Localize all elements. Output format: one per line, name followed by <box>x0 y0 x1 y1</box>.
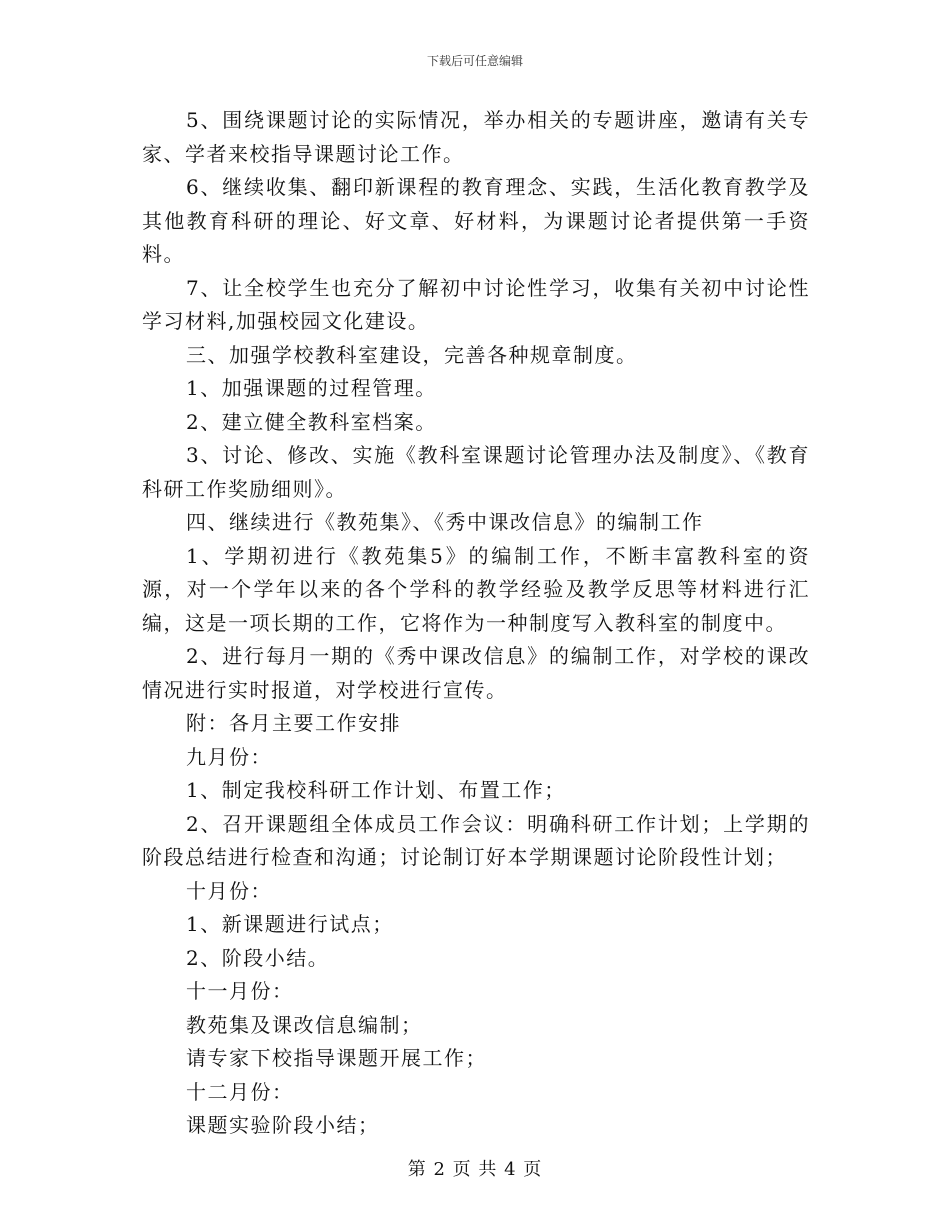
october-item-2: 2、阶段小结。 <box>186 945 330 970</box>
month-heading-december: 十二月份： <box>186 1079 294 1104</box>
section-heading-4: 四、继续进行《教苑集》、《秀中课改信息》的编制工作 <box>186 510 704 534</box>
appendix-heading: 附：各月主要工作安排 <box>186 711 401 735</box>
document-body <box>142 104 810 1143</box>
september-item-2: 2、召开课题组全体成员工作会议：明确科研工作计划；上学期的阶段总结进行检查和沟通；讨论制订好本学期课题讨论阶段性计划； <box>142 811 810 869</box>
paragraph-item-7: 7、让全校学生也充分了解初中讨论性学习，收集有关初中讨论性学习材料,加强校园文化建设。 <box>142 275 810 333</box>
section-heading-3: 三、加强学校教科室建设，完善各种规章制度。 <box>186 342 638 367</box>
october-item-1: 1、新课题进行试点； <box>186 912 394 936</box>
paragraph-item-3-1: 1、加强课题的过程管理。 <box>186 376 437 400</box>
month-heading-november: 十一月份： <box>186 979 294 1003</box>
month-heading-october: 十月份： <box>186 878 272 903</box>
paragraph-item-3-2: 2、建立健全教科室档案。 <box>186 409 437 434</box>
december-item-1: 课题实验阶段小结； <box>186 1113 380 1137</box>
november-item-1: 教苑集及课改信息编制； <box>186 1012 423 1037</box>
page-header-note: 下载后可任意编辑 <box>426 54 523 68</box>
paragraph-item-4-2: 2、进行每月一期的《秀中课改信息》的编制工作，对学校的课改情况进行实时报道，对学校进行宣传。 <box>142 644 810 702</box>
paragraph-item-6: 6、继续收集、翻印新课程的教育理念、实践，生活化教育教学及其他教育科研的理论、好文章、好材料，为课题讨论者提供第一手资料。 <box>142 175 810 266</box>
november-item-2: 请专家下校指导课题开展工作； <box>186 1046 487 1070</box>
paragraph-item-3-3: 3、讨论、修改、实施《教科室课题讨论管理办法及制度》、《教育科研工作奖励细则》。 <box>142 443 810 501</box>
paragraph-item-4-1: 1、学期初进行《教苑集5》的编制工作，不断丰富教科室的资源，对一个学年以来的各个学科的教学经验及教学反思等材料进行汇编，这是一项长期的工作，它将作为一种制度写入教科室的制度中。 <box>142 543 810 635</box>
month-heading-september: 九月份： <box>186 744 272 769</box>
paragraph-item-5: 5、围绕课题讨论的实际情况，举办相关的专题讲座，邀请有关专家、学者来校指导课题讨论工作。 <box>142 108 810 166</box>
september-item-1: 1、制定我校科研工作计划、布置工作； <box>186 778 566 802</box>
page-number-footer: 第 2 页 共 4 页 <box>407 1159 543 1180</box>
